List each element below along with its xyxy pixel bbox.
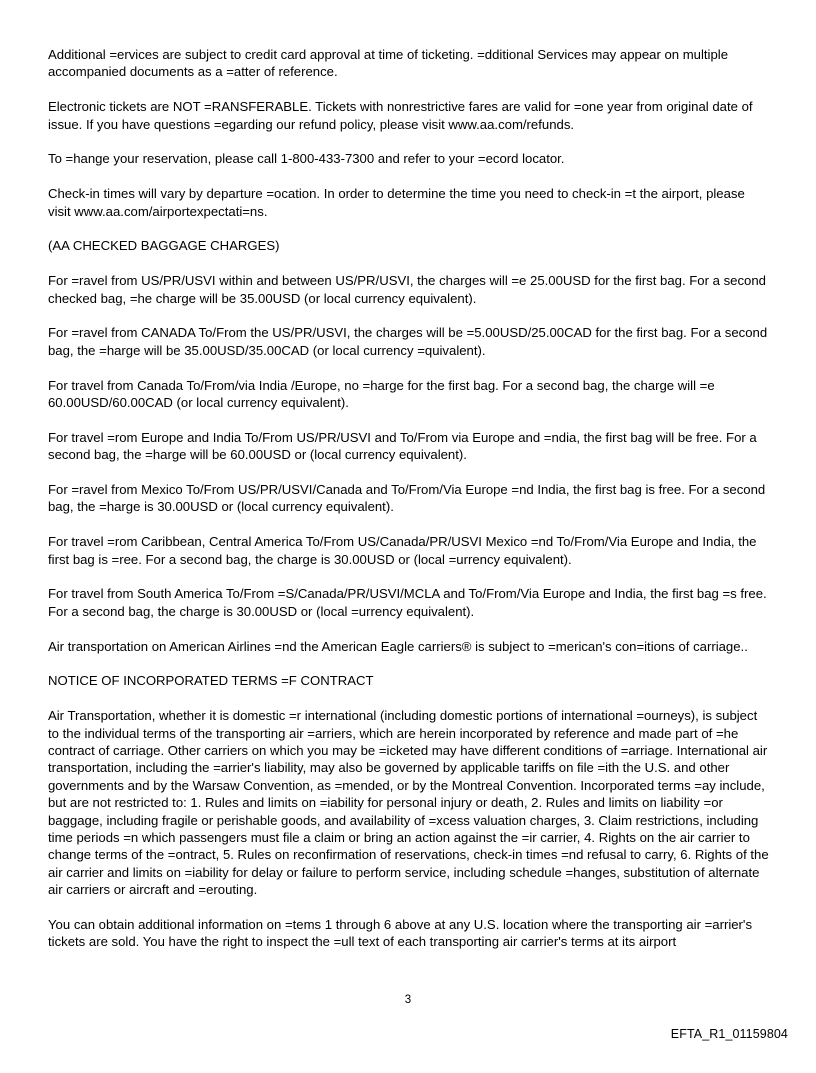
document-id: EFTA_R1_01159804 bbox=[670, 1027, 788, 1041]
paragraph-additional-services: Additional =ervices are subject to credit card approval at time of ticketing. =dditional Services may appear on multiple accompanied documents as a =atter of reference. bbox=[48, 47, 729, 80]
paragraph-notice-heading: NOTICE OF INCORPORATED TERMS =F CONTRACT bbox=[48, 673, 374, 689]
paragraph-baggage-canada-india-europe: For travel from Canada To/From/via India /Europe, no =harge for the first bag. For a second bag, the charge will =e 60.00USD/60.00CAD (or local currency equivalent). bbox=[48, 377, 715, 411]
page-number: 3 bbox=[404, 994, 412, 1006]
paragraph-baggage-mexico: For =ravel from Mexico To/From US/PR/USVI/Canada and To/From/Via Europe =nd India, the first bag is free. For a second bag, the =harge is 30.00USD or (local currency equivalent). bbox=[48, 482, 766, 515]
paragraph-check-in-times: Check-in times will vary by departure =ocation. In order to determine the time you need to check-in =t the airport, please visit www.aa.com/airportexpectati=ns. bbox=[48, 186, 745, 219]
paragraph-incorporated-terms: Air Transportation, whether it is domestic =r international (including domestic portions of international =ourneys), is subject to the individual terms of the transporting air =arriers, which are herein incorporated by reference and made part of =he contract of carriage. Other carriers on which you may be =icketed may have different conditions of =arriage. International air transportation, including the =arrier's liability, may also be governed by applicable tariffs on file =ith the U.S. and other governments and by the Warsaw Convention, as =mended, or by the Montreal Convention. Incorporated terms =ay include, but are not restricted to: 1. Rules and limits on =iability for personal injury or death, 2. Rules and limits on liability =or baggage, including fragile or perishable goods, and availability of =xcess valuation charges, 3. Claim restrictions, including time periods =n which passengers must file a claim or bring an action against the =ir carrier, 4. Rights on the air carrier to change terms of the =ontract, 5. Rules on reconfirmation of reservations, check-in times =nd refusal to carry, 6. Rights of the air carrier and limits on =iability for delay or failure to perform service, including schedule =hanges, substitution of alternate air carriers or aircraft and =erouting. bbox=[48, 708, 769, 898]
paragraph-baggage-caribbean: For travel =rom Caribbean, Central America To/From US/Canada/PR/USVI Mexico =nd To/From/Via Europe and India, the first bag is =ree. For a second bag, the charge is 30.00USD or (local =urrency equivalent). bbox=[48, 534, 757, 567]
paragraph-baggage-us: For =ravel from US/PR/USVI within and between US/PR/USVI, the charges will =e 25.00USD for the first bag. For a second checked bag, =he charge will be 35.00USD (or local currency equivalent). bbox=[48, 273, 766, 306]
paragraph-change-reservation: To =hange your reservation, please call 1-800-433-7300 and refer to your =ecord locator. bbox=[48, 151, 565, 167]
paragraph-baggage-heading: (AA CHECKED BAGGAGE CHARGES) bbox=[48, 238, 280, 254]
paragraph-baggage-south-america: For travel from South America To/From =S/Canada/PR/USVI/MCLA and To/From/Via Europe and India, the first bag =s free. For a second bag, the charge is 30.00USD or (local =urrency equivalent). bbox=[48, 586, 767, 619]
paragraph-baggage-europe-india: For travel =rom Europe and India To/From US/PR/USVI and To/From via Europe and =ndia, the first bag will be free. For a second bag, the =harge will be 60.00USD or (local currency equivalent). bbox=[48, 429, 757, 463]
document-body bbox=[48, 46, 770, 968]
paragraph-additional-information: You can obtain additional information on =tems 1 through 6 above at any U.S. location where the transporting air =arrier's tickets are sold. You have the right to inspect the =ull text of each transporting air carrier's terms at its airport bbox=[48, 917, 753, 950]
paragraph-baggage-canada-us: For =ravel from CANADA To/From the US/PR/USVI, the charges will be =5.00USD/25.00CAD for the first bag. For a second bag, the =harge will be 35.00USD/35.00CAD (or local currency =quivalent). bbox=[48, 325, 768, 358]
paragraph-electronic-tickets: Electronic tickets are NOT =RANSFERABLE. Tickets with nonrestrictive fares are valid for =one year from original date of issue. If you have questions =egarding our refund policy, please visit www.aa.com/refunds. bbox=[48, 99, 753, 132]
paragraph-conditions-of-carriage: Air transportation on American Airlines =nd the American Eagle carriers® is subject to =merican's con=itions of carriage.. bbox=[48, 638, 748, 654]
